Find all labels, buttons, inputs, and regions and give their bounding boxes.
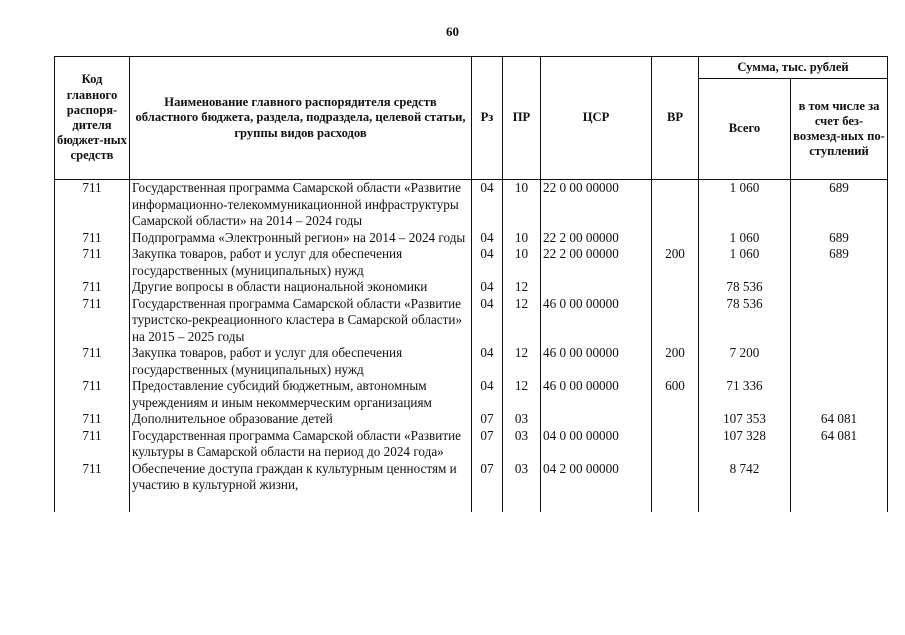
cell-pr: 12 [503,279,541,296]
cell-csr [541,279,652,296]
cell-name: Государственная программа Самарской области «Развитие культуры в Самарской области на период до 2024 года» [130,428,472,461]
table-row [55,411,888,428]
cell-code: 711 [55,345,130,378]
cell-free: 689 [791,180,888,230]
cell-pr: 12 [503,345,541,378]
header-csr: ЦСР [541,57,652,180]
cell-csr: 04 0 00 00000 [541,428,652,461]
cell-vr [652,180,699,230]
cell-name: Дополнительное образование детей [130,411,472,428]
cell-pr: 10 [503,246,541,279]
table-header [55,57,888,180]
cell-csr: 22 2 00 00000 [541,230,652,247]
table-row [55,378,888,411]
cell-vr [652,279,699,296]
cell-total: 1 060 [699,180,791,230]
cell-pr: 10 [503,230,541,247]
cell-total: 71 336 [699,378,791,411]
cell-total: 1 060 [699,230,791,247]
cell-rz: 04 [472,296,503,346]
budget-table [54,56,888,512]
header-free: в том числе за счет без-возмезд-ных по-ступлений [791,79,888,180]
cell-free: 689 [791,230,888,247]
cell-code: 711 [55,461,130,512]
table-row [55,180,888,230]
cell-csr: 46 0 00 00000 [541,296,652,346]
cell-free: 689 [791,246,888,279]
header-rz: Рз [472,57,503,180]
cell-name: Государственная программа Самарской области «Развитие информационно-телекоммуникационной инфраструктуры Самарской области» на 2014 – 2024 годы [130,180,472,230]
cell-code: 711 [55,230,130,247]
cell-csr: 04 2 00 00000 [541,461,652,512]
cell-total: 78 536 [699,279,791,296]
cell-pr: 03 [503,411,541,428]
cell-vr: 200 [652,345,699,378]
table-row [55,279,888,296]
cell-vr: 200 [652,246,699,279]
cell-csr: 22 0 00 00000 [541,180,652,230]
cell-name: Государственная программа Самарской области «Развитие туристско-рекреационного кластера в Самарской области» на 2015 – 2025 годы [130,296,472,346]
cell-free: 64 081 [791,411,888,428]
cell-free: 64 081 [791,428,888,461]
cell-free [791,279,888,296]
cell-rz: 04 [472,246,503,279]
cell-code: 711 [55,428,130,461]
cell-name: Подпрограмма «Электронный регион» на 2014 – 2024 годы [130,230,472,247]
cell-code: 711 [55,246,130,279]
cell-code: 711 [55,279,130,296]
cell-pr: 12 [503,378,541,411]
cell-total: 7 200 [699,345,791,378]
table-row [55,345,888,378]
cell-vr [652,230,699,247]
cell-vr [652,296,699,346]
cell-rz: 04 [472,279,503,296]
table-row [55,246,888,279]
table-row [55,461,888,512]
cell-rz: 04 [472,230,503,247]
cell-rz: 04 [472,378,503,411]
cell-vr: 600 [652,378,699,411]
cell-rz: 04 [472,345,503,378]
cell-free [791,461,888,512]
cell-free [791,345,888,378]
cell-csr [541,411,652,428]
cell-code: 711 [55,411,130,428]
header-vr: ВР [652,57,699,180]
cell-vr [652,428,699,461]
cell-rz: 07 [472,428,503,461]
cell-total: 107 328 [699,428,791,461]
cell-total: 107 353 [699,411,791,428]
cell-pr: 03 [503,428,541,461]
cell-csr: 46 0 00 00000 [541,378,652,411]
cell-total: 1 060 [699,246,791,279]
cell-name: Предоставление субсидий бюджетным, автономным учреждениям и иным некоммерческим организациям [130,378,472,411]
header-name: Наименование главного распорядителя средств областного бюджета, раздела, подраздела, целевой статьи, группы видов расходов [130,57,472,180]
header-total: Всего [699,79,791,180]
cell-name: Закупка товаров, работ и услуг для обеспечения государственных (муниципальных) нужд [130,345,472,378]
header-sum: Сумма, тыс. рублей [699,57,888,79]
cell-csr: 22 2 00 00000 [541,246,652,279]
cell-free [791,296,888,346]
cell-name: Закупка товаров, работ и услуг для обеспечения государственных (муниципальных) нужд [130,246,472,279]
cell-rz: 07 [472,411,503,428]
header-pr: ПР [503,57,541,180]
table-row [55,296,888,346]
cell-name: Обеспечение доступа граждан к культурным ценностям и участию в культурной жизни, [130,461,472,512]
cell-code: 711 [55,180,130,230]
table-row [55,428,888,461]
cell-vr [652,461,699,512]
table-row [55,230,888,247]
cell-pr: 03 [503,461,541,512]
cell-code: 711 [55,378,130,411]
table-body [55,180,888,512]
cell-total: 8 742 [699,461,791,512]
cell-vr [652,411,699,428]
cell-csr: 46 0 00 00000 [541,345,652,378]
page-number: 60 [446,24,459,39]
cell-name: Другие вопросы в области национальной экономики [130,279,472,296]
cell-free [791,378,888,411]
cell-total: 78 536 [699,296,791,346]
header-code: Код главного распоря-дителя бюджет-ных средств [55,57,130,180]
cell-pr: 10 [503,180,541,230]
cell-rz: 07 [472,461,503,512]
cell-pr: 12 [503,296,541,346]
cell-rz: 04 [472,180,503,230]
cell-code: 711 [55,296,130,346]
